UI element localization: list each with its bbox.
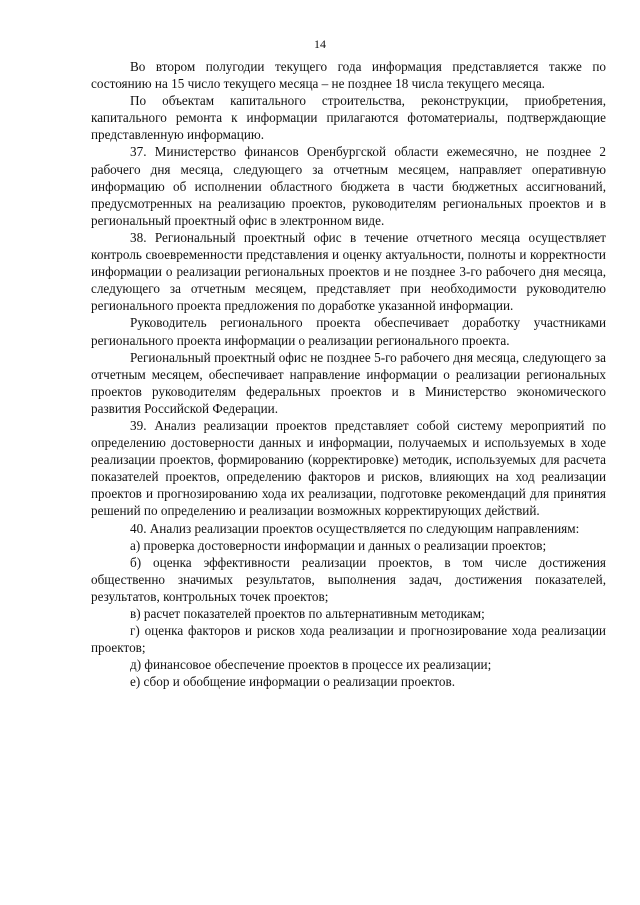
paragraph: 38. Региональный проектный офис в течение отчетного месяца осуществляет контроль своевременности представления и оценку актуальности, полноты и корректности информации о реализации региональных проектов и не позднее 3-го рабочего дня месяца, следующего за отчетным месяцем, представляет при необходимости руководителю регионального проекта предложения по доработке указанной информации. <box>91 229 606 314</box>
list-item: е) сбор и обобщение информации о реализации проектов. <box>130 674 456 690</box>
paragraph: По объектам капитального строительства, реконструкции, приобретения, капитального ремонта к информации прилагаются фотоматериалы, подтверждающие представленную информацию. <box>91 93 606 143</box>
document-body <box>91 58 606 690</box>
list-item: г) оценка факторов и рисков хода реализации и прогнозирование хода реализации проектов; <box>91 623 606 656</box>
paragraph: Руководитель регионального проекта обеспечивает доработку участниками регионального проекта информации о реализации регионального проекта. <box>91 315 606 348</box>
paragraph: Региональный проектный офис не позднее 5-го рабочего дня месяца, следующего за отчетным месяцем, обеспечивает направление информации о реализации региональных проектов руководителям федеральных проектов и в Министерство экономического развития Российской Федерации. <box>91 349 606 416</box>
list-item: д) финансовое обеспечение проектов в процессе их реализации; <box>130 657 492 673</box>
list-item: в) расчет показателей проектов по альтернативным методикам; <box>130 606 485 621</box>
paragraph: 39. Анализ реализации проектов представляет собой систему мероприятий по определению достоверности данных и информации, получаемых и используемых в ходе реализации проектов, формированию (корректировке) методик, используемых для расчета показателей проектов, определению факторов и рисков, влияющих на ход реализации проектов и прогнозированию хода их реализации, подготовке рекомендаций для принятия решений по определению и реализации возможных корректирующих действий. <box>91 417 606 519</box>
paragraph: 40. Анализ реализации проектов осуществляется по следующим направлениям: <box>130 520 580 536</box>
list-item: а) проверка достоверности информации и данных о реализации проектов; <box>130 537 547 553</box>
page-number: 14 <box>314 37 326 51</box>
paragraph: Во втором полугодии текущего года информация представляется также по состоянию на 15 число текущего месяца – не позднее 18 числа текущего месяца. <box>91 59 606 92</box>
list-item: б) оценка эффективности реализации проектов, в том числе достижения общественно значимых результатов, выполнения задач, достижения показателей, результатов, контрольных точек проектов; <box>91 554 606 604</box>
paragraph: 37. Министерство финансов Оренбургской области ежемесячно, не позднее 2 рабочего дня месяца, следующего за отчетным месяцем, направляет оперативную информацию об исполнении областного бюджета в части бюджетных ассигнований, предусмотренных на реализацию проектов, руководителям региональных проектов и в региональный проектный офис в электронном виде. <box>91 144 606 228</box>
